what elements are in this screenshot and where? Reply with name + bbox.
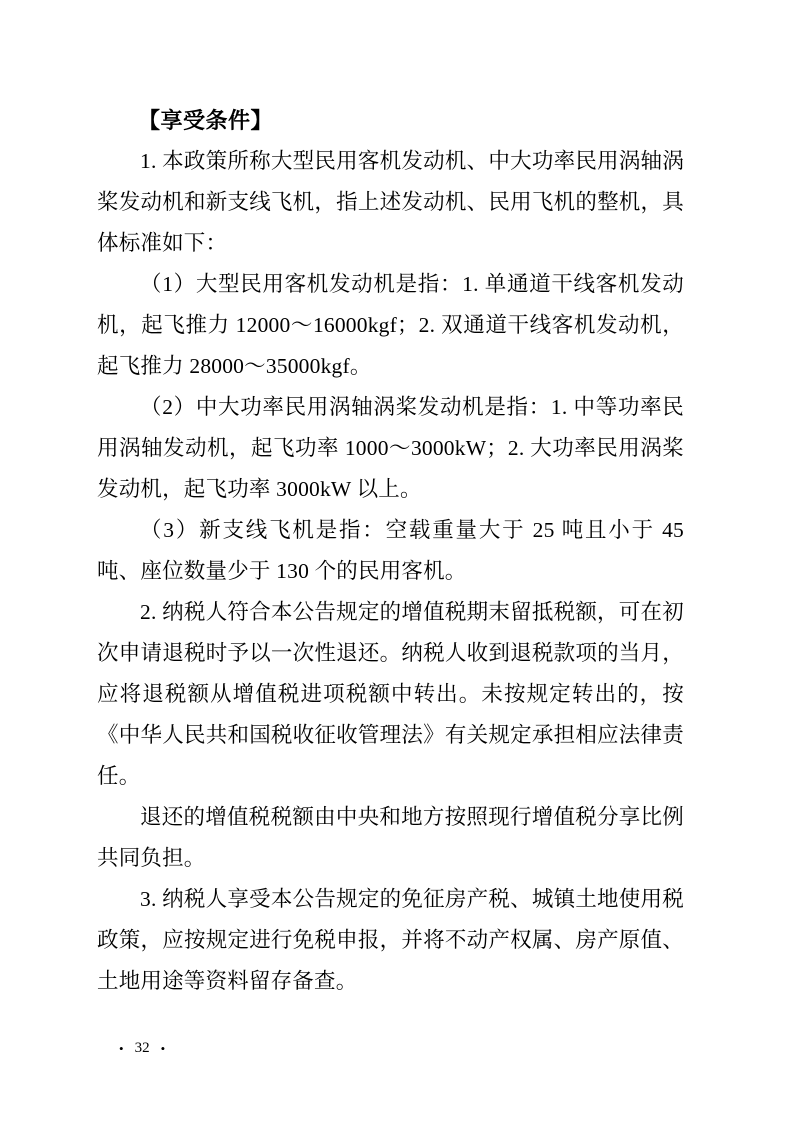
footer-left-dot: •: [119, 1040, 124, 1056]
paragraph-6: 退还的增值税税额由中央和地方按照现行增值税分享比例共同负担。: [97, 805, 684, 870]
footer-right-dot: •: [160, 1040, 166, 1056]
paragraph-3: （2）中大功率民用涡轴涡桨发动机是指：1. 中等功率民用涡轴发动机，起飞功率 1000～3000kW；2. 大功率民用涡桨发动机，起飞功率 3000kW 以上。: [97, 395, 684, 501]
paragraph-2: （1）大型民用客机发动机是指：1. 单通道干线客机发动机，起飞推力 12000～16000kgf；2. 双通道干线客机发动机，起飞推力 28000～35000kgf。: [97, 272, 684, 378]
document-body: [97, 100, 684, 1002]
section-heading: 【享受条件】: [138, 108, 274, 133]
page-footer: [119, 1036, 165, 1060]
paragraph-4: （3）新支线飞机是指：空载重量大于 25 吨且小于 45 吨、座位数量少于 130 个的民用客机。: [97, 518, 684, 583]
page-number: 32: [134, 1039, 150, 1056]
paragraph-5: 2. 纳税人符合本公告规定的增值税期末留抵税额，可在初次申请退税时予以一次性退还。纳税人收到退税款项的当月，应将退税额从增值税进项税额中转出。未按规定转出的，按《中华人民共和国税收征收管理法》有关规定承担相应法律责任。: [97, 600, 684, 788]
paragraph-1: 1. 本政策所称大型民用客机发动机、中大功率民用涡轴涡桨发动机和新支线飞机，指上述发动机、民用飞机的整机，具体标准如下：: [97, 149, 684, 255]
paragraph-7: 3. 纳税人享受本公告规定的免征房产税、城镇土地使用税政策，应按规定进行免税申报，并将不动产权属、房产原值、土地用途等资料留存备查。: [97, 887, 684, 993]
